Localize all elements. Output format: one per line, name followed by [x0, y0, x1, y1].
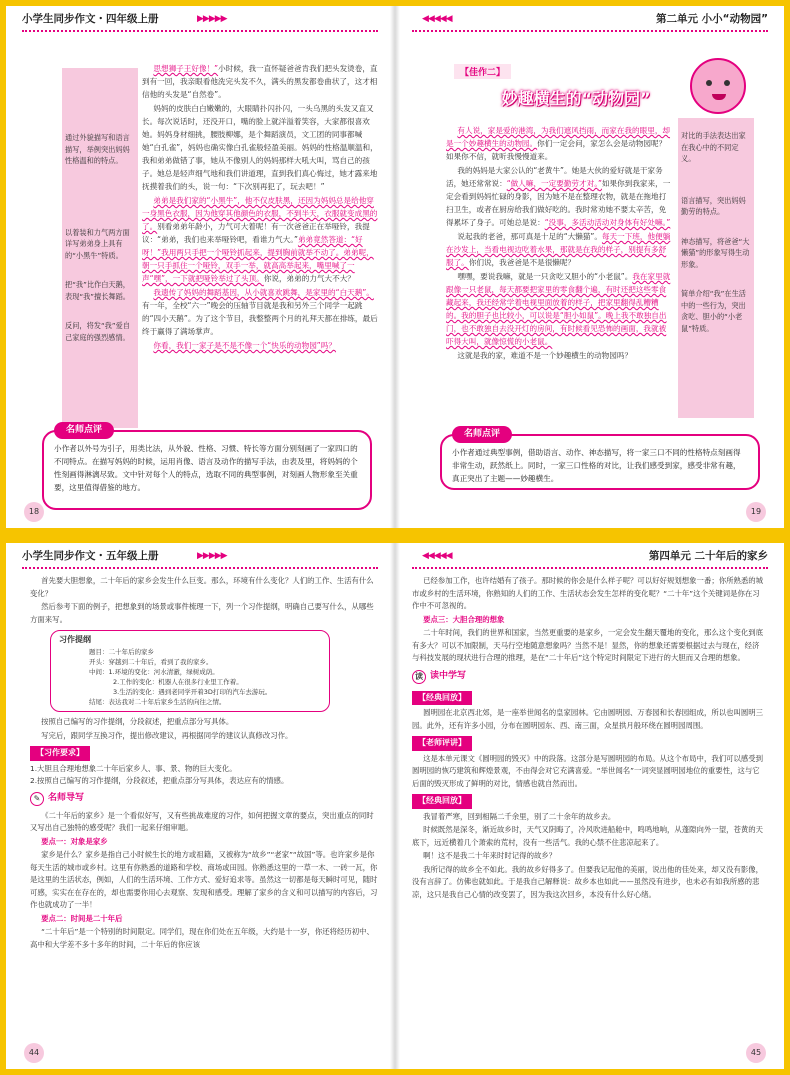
side-note: 通过外貌描写和语言描写，举例突出妈妈性格温和的特点。	[65, 133, 130, 165]
spread-top	[6, 6, 784, 528]
outline-follow-text: 按照自己编写的习作提纲，分段叙述，把重点部分写具体。 写完后，跟同学互换习作，提出修改建议，再根据同学的建议认真修改习作。	[41, 717, 293, 740]
guide-heading	[30, 792, 84, 806]
body-text: 思想狮子王好像！”小时候，我一直怀疑爸爸肯我们把头发烫卷，直到有一回，我亲眼看他洗完头发不久，满头的黑发都卷曲状了，这才相信他的头发是“自然卷”。 妈妈的皮肤白白嫩嫩的，大眼睛扑闪扑闪，一头乌黑的头发又直又长。每次说话时，还没开口，嘴的脸上就洋溢着笑容，大家都很喜欢她。妈妈身材细挑，腰肢柳娜，是个舞蹈演员，文工团的同事都喊她“白孔雀”，妈妈也确实像白孔雀般轻盈美丽。妈妈的性格温顺温和，我和弟弟做错了事，她从不像别人的妈妈那样大吼大叫，骂自己的孩子。她总是轻声细气地和我们讲道理，直到我们真心悔过，她才露来地抚摸着我们的头，说一句：“下次别再犯了，玩去吧！” 弟弟是我们家的“小黑牛”，他不仅皮肤黑，还因为妈妈总是给他穿一身黑色衣服，因为他穿其他颜色的衣服，不到半天，衣服就变成黑的了。别看弟弟年龄小，力气可大着呢！有一次爸爸正在举哑铃，我提议：“弟弟，我们也来举哑铃吧，看谁力气大。”弟弟竟然答道：“好呀！”我用两只手把一个哑铃抓起来，提到胸前就举不动了。弟弟呢，朝一只手抓住一个哑铃，双手一举，就高高举起来，嘴里喊了一声“嘿”，一下就把哑铃举过了头顶。你说，弟弟的力气大不大？ 我遗传了妈妈的舞蹈基因，从小就喜欢跳舞，是家里的“白天鹅”。有一年，全校“六一”晚会的压轴节目就是我和另外三个同学一起跳的“四小天鹅”。为了这个节目，我整整两个月的礼拜天都在排练，最后终于赢得了满场掌声。 你看，我们一家子是不是不像一个“快乐的动物园”吗？	[142, 64, 378, 350]
header-title: 第四单元 二十年后的家乡	[648, 550, 768, 562]
page-number: 18	[24, 502, 44, 522]
side-note: 反问，将发“我”爱自己家庭的强烈感情。	[65, 321, 130, 342]
header-title: 小学生同步作文・四年级上册	[22, 13, 159, 25]
header-rule	[22, 30, 378, 32]
page-number: 44	[24, 1043, 44, 1063]
outline-row: 结尾：表达我对二十年后家乡生活的向往之情。	[89, 698, 226, 706]
teacher-review-tag: 【老师评讲】	[412, 736, 472, 751]
outline-title: 习作提纲	[59, 635, 91, 644]
side-note: 对比的手法表达出家在我心中的不同定义。	[681, 131, 746, 163]
body-text	[30, 575, 380, 952]
guide-heading-label: 名师导写	[48, 793, 85, 804]
classic-text: 我冒着严寒，回到相隔二千余里，别了二十余年的故乡去。 时候既然是深冬，渐近故乡时，天气又阴晦了，冷风吹进船舱中，鸣鸣地响，从蓬隙向外一望，苍黄的天底下，远近横着几个萧索的荒村，没有一些活气。我的心禁不住悲凉起来了。 啊！这不是我二十年来时时记得的故乡？ 我所记得的故乡全不如此。我的故乡好得多了。但要我记起他的美丽，说出他的佳处来，却又没有影像，没有言辞了。仿佛也就如此。于是我自己解释说：故乡本也如此——虽然没有进步，也未必有如我所感的悲凉，这只是我自己心情的改变罢了，因为我这次回乡，本没有什么好心绪。	[412, 811, 764, 899]
page-44	[6, 543, 394, 1069]
teacher-comment-box	[440, 429, 760, 490]
page-number: 19	[746, 502, 766, 522]
side-note: 把“我”比作白天鹅，表现“我”擅长舞蹈。	[65, 280, 130, 301]
running-header	[22, 547, 378, 569]
side-note: 神态描写，将爸爸“大懒猫”的形象写得生动形象。	[681, 236, 750, 269]
side-note: 语言描写，突出妈妈勤劳的特点。	[681, 195, 746, 216]
arrow-decoration: ▶▶▶▶▶	[197, 551, 227, 561]
review-text: 这是本单元课文《圆明园的毁灭》中的段落。这部分是写圆明园的布局。从这个布局中，我们可以感受到圆明园的恢巧建筑和辉煌景观，不由得会对它充满喜爱。“举世闻名”一词突显圆明园地位的重要性，这与它后面的毁灭形成了鲜明的对比，情感也就自然而出。	[412, 753, 764, 788]
pen-icon: ✎	[30, 792, 44, 806]
body-text	[412, 575, 764, 902]
outline-row: 3.生活的变化：遇到老同学开着3D打印的汽车去游玩。	[113, 688, 272, 696]
arrow-decoration: ◀◀◀◀◀	[422, 14, 452, 24]
teacher-comment-text: 小作者以外号为引子，用类比法，从外貌、性格、习惯、特长等方面分别刻画了一家四口的不同特点。在描写妈妈的时候，运用肖像、语言及动作的描写手法，由表及里，将妈妈的个性刻画得淋漓尽致。文中针对每个人的特点，选取不同的典型事例，对刻画人物形象至关重要，这里值得借鉴的地方。	[54, 444, 358, 492]
arrow-decoration: ▶▶▶▶▶	[197, 14, 227, 24]
header-rule	[412, 30, 768, 32]
requirements-tag: 【习作要求】	[30, 746, 90, 761]
classic-replay-tag: 【经典回放】	[412, 794, 472, 809]
section-tag: 【佳作二】	[454, 64, 511, 79]
arrow-decoration: ◀◀◀◀◀	[422, 551, 452, 561]
requirement-line: 1.大胆且合理地想象二十年后家乡人、事、景、物的巨大变化。	[30, 763, 237, 773]
spread-bottom	[6, 543, 784, 1069]
outline-row: 2.工作的变化：机器人在很多行业里工作着。	[113, 678, 243, 686]
intro-text: 已经参加工作，也许结婚有了孩子。那时候的你会是什么样子呢？可以好好规划想象一番；你所熟悉的城市或乡村的生活环境，你熟知的人们的工作、生活状态会发生怎样的变化呢？“二十年”这个关键词是你在习作中不可忽视的。 要点三：大胆合理的想象 二十年时间，我们的世界和国家，当然更重要的是家乡，一定会发生翻天覆地的变化，那么这个变化到底有多大？可以不加限制，天马行空地随意想象吗？当然不是！显然，你的想象还需要根据过去与现在，经济与科技发展的现状进行合理的推理，是在“二十年后”这个特定时间限定下进行的大胆而又合理的想象。	[412, 576, 764, 662]
running-header	[412, 547, 768, 569]
body-text: 有人说，家是爱的港湾，为我们遮风挡雨，而家在我的眼里，却是一个妙趣横生的动物园。你们一定会问，家怎么会是动物园呢？如果你不信，就听我慢慢道来。 我的妈妈是大家公认的“老黄牛”。她是大伙的爱好就是干家务活，她还常常说：“做人嘛，一定要勤劳才对。”如果你到我家来，一定会看到妈妈忙碌的身影，因为她不是在整理衣物，就是在拖地打扫卫生，或者在厨房给我们做好吃的。我时常劝她不要太辛苦，免得累坏了身子。可她总是说：“没事，多活动活动对身体有好处嘛。” 说起我的老爸，那可真是十足的“大懒猫”。每天一下班，他便躺在沙发上，当看电视边吃着水果，那就是在我的样子，别提有多舒服了。你们说，我爸爸是不是很懒呢？ 嘿嘿，要说我嘛，就是一只贪吃又胆小的“小老鼠”。我在家里就跟像一只老鼠，每天都要把家里的零食翻个遍，有时还把这些零食藏起来，我还经常学着电视里面放着的样子，把家里翻得乱糟糟的。我的胆子也比较小，可以说是“胆小如鼠”。晚上我不敢独自出门，也不敢独自去没开灯的房间，有时候看见恐怖的画面，我就被吓得大叫，就像惊慌的小老鼠。 这就是我的家，难道不是一个妙趣横生的动物园吗？	[446, 126, 671, 360]
requirement-line: 2.按照自己编写的习作提纲，分段叙述，把重点部分写具体，表达应有的情感。	[30, 776, 289, 785]
read-heading	[412, 670, 466, 684]
book-icon: 读	[412, 670, 426, 684]
outline-row: 开头：穿越到二十年后，看到了我的家乡。	[89, 658, 213, 666]
side-note: 以着装和力气两方面详写弟弟身上具有的“小黑牛”特质。	[65, 227, 130, 260]
mascot-icon	[690, 58, 746, 114]
teacher-comment-badge: 名师点评	[452, 426, 512, 443]
running-header	[412, 10, 768, 32]
page-45	[396, 543, 784, 1069]
header-title: 第二单元 小小“动物园”	[656, 13, 768, 25]
read-heading-label: 读中学写	[430, 671, 467, 682]
header-title: 小学生同步作文・五年级上册	[22, 550, 159, 562]
side-notes	[62, 68, 138, 428]
teacher-comment-text: 小作者通过典型事例，借助语言、动作、神态描写，将一家三口不同的性格特点刻画得非常生动，跃然纸上。同时，一家三口性格的对比，让我们感受到家，感受非常有趣，真正突出了主题——妙趣横生。	[452, 448, 741, 483]
classic-text: 圆明园在北京西北郊，是一座举世闻名的皇家园林。它由圆明园、万春园和长春园组成，所以也叫圆明三园。此外，还有许多小园，分布在圆明园东、西、南三面，众星拱月般环绕在圆明园周围。	[412, 708, 764, 730]
running-header	[22, 10, 378, 32]
side-note: 简单介绍“我”在生活中的一些行为，突出贪吃、胆小的“小老鼠”特质。	[681, 289, 746, 333]
side-notes	[678, 118, 754, 418]
page-19	[396, 6, 784, 528]
teacher-comment-badge: 名师点评	[54, 422, 114, 439]
intro-text: 首先要大胆想象，二十年后的家乡会发生什么巨变。那么，环境有什么变化？人们的工作、生活有什么变化？ 然后参考下面的例子，把想象到的场景或事件梳理一下，列一个习作提纲，明确自己要写什么，从哪些方面来写。	[30, 576, 374, 624]
header-rule	[412, 567, 768, 569]
outline-box	[50, 630, 330, 712]
header-rule	[22, 567, 378, 569]
teacher-comment-box	[42, 425, 372, 510]
guide-text: 《二十年后的家乡》是一个看似好写，又有些挑战难度的习作，如何把握文章的要点，突出重点的同时又写出自己独特的感受呢？我们一起来仔细审题。 要点一：对象是家乡 家乡是什么？家乡是指自己小时候生长的地方或祖籍，又被称为“故乡”“老家”“故国”等。也许家乡是你每天生活的城市或乡村。这里有你熟悉的道路和学校、商场或田园。你熟悉这里的一草一木、一砖一瓦，你是这里的生活状态，例如，人们的生活环境、工作方式、爱好追求等。虽然这一切都是每天瞬时可见，随时可感，实实在在存在的，却也需要你用心去观察、发现和感受。理解了家乡的含义和可以描写的内容后，习作也就成功了一半！ 要点二：时间是二十年后 “二十年后”是一个特别的时间限定。同学们，现在你们处在五年级，大约是十一岁，你还将经历初中、高中和大学差不多十多年的时间，二十年后的你应该	[30, 810, 378, 949]
outline-row: 题目：二十年后的家乡	[89, 648, 154, 656]
page-number: 45	[746, 1043, 766, 1063]
outline-row: 中间：1.环境的变化：河水清澈，绿树成荫。	[89, 668, 219, 676]
story-title: 妙趣横生的“动物园”	[501, 89, 651, 108]
classic-replay-tag: 【经典回放】	[412, 691, 472, 706]
page-18	[6, 6, 394, 528]
